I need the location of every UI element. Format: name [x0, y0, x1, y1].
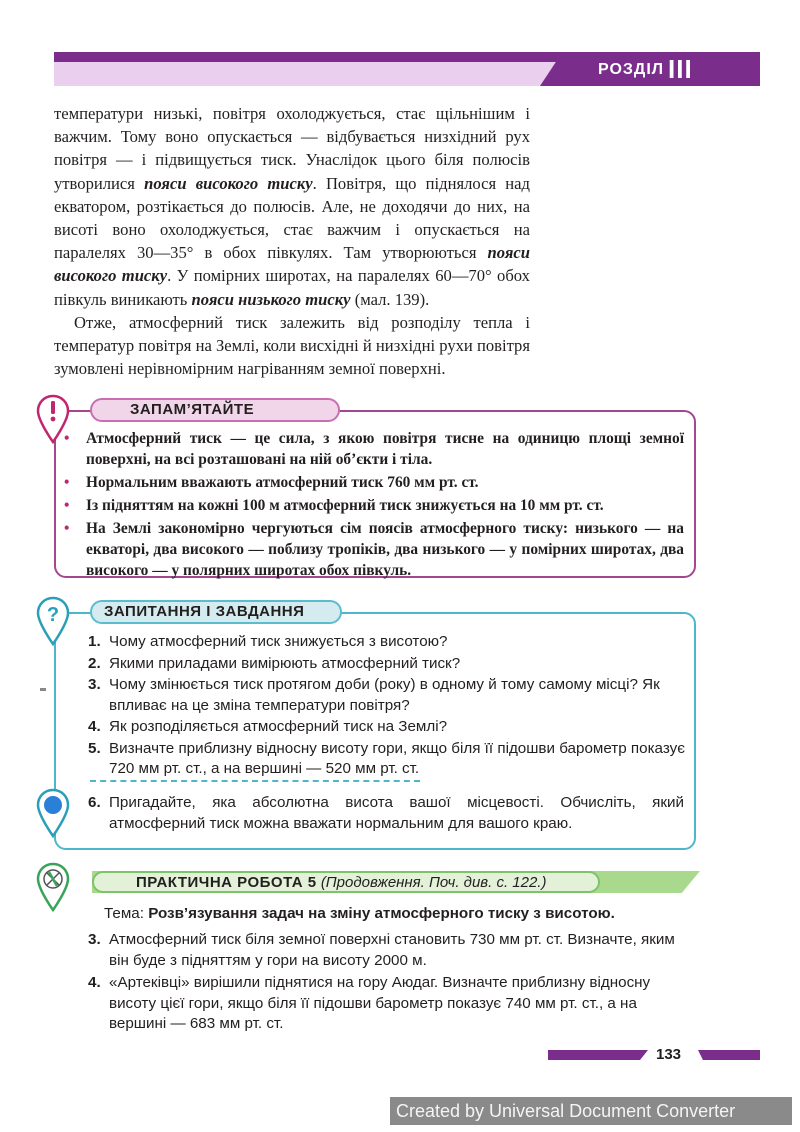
practical-title: ПРАКТИЧНА РОБОТА 5 (Продовження. Поч. див. с. 122.)	[136, 874, 547, 891]
body-text	[54, 102, 530, 380]
footer-bar-right	[698, 1050, 760, 1060]
remember-item: • Нормальним вважають атмосферний тиск 760 мм рт. ст.	[64, 474, 479, 491]
location-dot-icon	[36, 788, 70, 838]
question-item-extra: 6. Пригадайте, яка абсолютна висота вашої місцевості. Обчисліть, який атмосферний тиск можна вважати нормальним для вашого краю.	[88, 794, 684, 832]
practical-list	[88, 930, 688, 1037]
section-label: РОЗДІЛ	[598, 61, 664, 78]
remember-title: ЗАПАМ’ЯТАЙТЕ	[90, 398, 340, 422]
footer-bar-left	[548, 1050, 648, 1060]
question-item: 2. Якими приладами вимірюють атмосферний тиск?	[88, 654, 461, 672]
margin-mark	[40, 688, 46, 691]
remember-list	[62, 428, 684, 583]
divider	[90, 780, 420, 782]
section-number: III	[668, 54, 693, 84]
practical-item: 3. Атмосферний тиск біля земної поверхні становить 730 мм рт. ст. Визначте, яким він буде з підняттям у гори на висоту 2000 м.	[88, 931, 675, 969]
questions-title: ЗАПИТАННЯ І ЗАВДАННЯ	[90, 600, 342, 624]
paragraph-2: Отже, атмосферний тиск залежить від розподілу тепла і температур повітря на Землі, коли висхідні й низхідні рухи повітря зумовлені нерівномірним нагріванням земної поверхні.	[54, 312, 530, 379]
questions-list	[88, 632, 688, 781]
watermark: Created by Universal Document Converter	[390, 1097, 792, 1125]
question-item: 1. Чому атмосферний тиск знижується з висотою?	[88, 633, 448, 650]
svg-text:?: ?	[46, 604, 60, 626]
question-item: 5. Визначте приблизну відносну висоту гори, якщо біля її підошви барометр показує 720 мм рт. ст., а на вершині — 520 мм рт. ст.	[88, 739, 685, 777]
question-icon	[36, 596, 70, 646]
question-item: 3. Чому змінюється тиск протягом доби (року) в одному й тому самому місці? Як впливає на це зміна температури повітря?	[88, 676, 660, 714]
remember-item: • Із підняттям на кожні 100 м атмосферний тиск знижується на 10 мм рт. ст.	[64, 497, 604, 514]
practical-topic: Тема: Розв’язування задач на зміну атмосферного тиску з висотою.	[104, 905, 615, 922]
practical-item: 4. «Артеківці» вирішили піднятися на гору Аюдаг. Визначте приблизну відносну висоту цієї гори, якщо біля її підошви барометр показує 740 мм рт. ст., а на вершині — 683 мм рт. ст.	[88, 974, 651, 1032]
question-item: 4. Як розподіляється атмосферний тиск на Землі?	[88, 718, 448, 735]
remember-item: • Атмосферний тиск — це сила, з якою повітря тисне на одиницю площі земної поверхні, на всі розташовані на ній об’єкти і тіла.	[64, 430, 684, 468]
page-number: 133	[656, 1046, 682, 1063]
remember-item: • На Землі закономірно чергуються сім поясів атмосферного тиску: низького — на екваторі, два високого — поблизу тропіків, два низького — у помірних широтах, два високого — у полярних широтах обох півкуль.	[64, 520, 684, 579]
paragraph-1: температури низькі, повітря охолоджується, стає щільнішим і важчим. Тому воно опускається — відбувається низхідний рух повітря — і підвищується тиск. Унаслідок цього біля полюсів утворилися пояси високого тиску. Повітря, що піднялося над екватором, розтікається до полюсів. Але, не доходячи до них, на висоті воно охолоджується, стає важчим і опускається на паралелях 30—35° в обох півкулях. Там утворюються пояси високого тиску. У помірних широтах, на паралелях 60—70° обох півкуль виникають пояси низького тиску (мал. 139).	[54, 104, 530, 309]
compass-icon	[36, 862, 70, 912]
